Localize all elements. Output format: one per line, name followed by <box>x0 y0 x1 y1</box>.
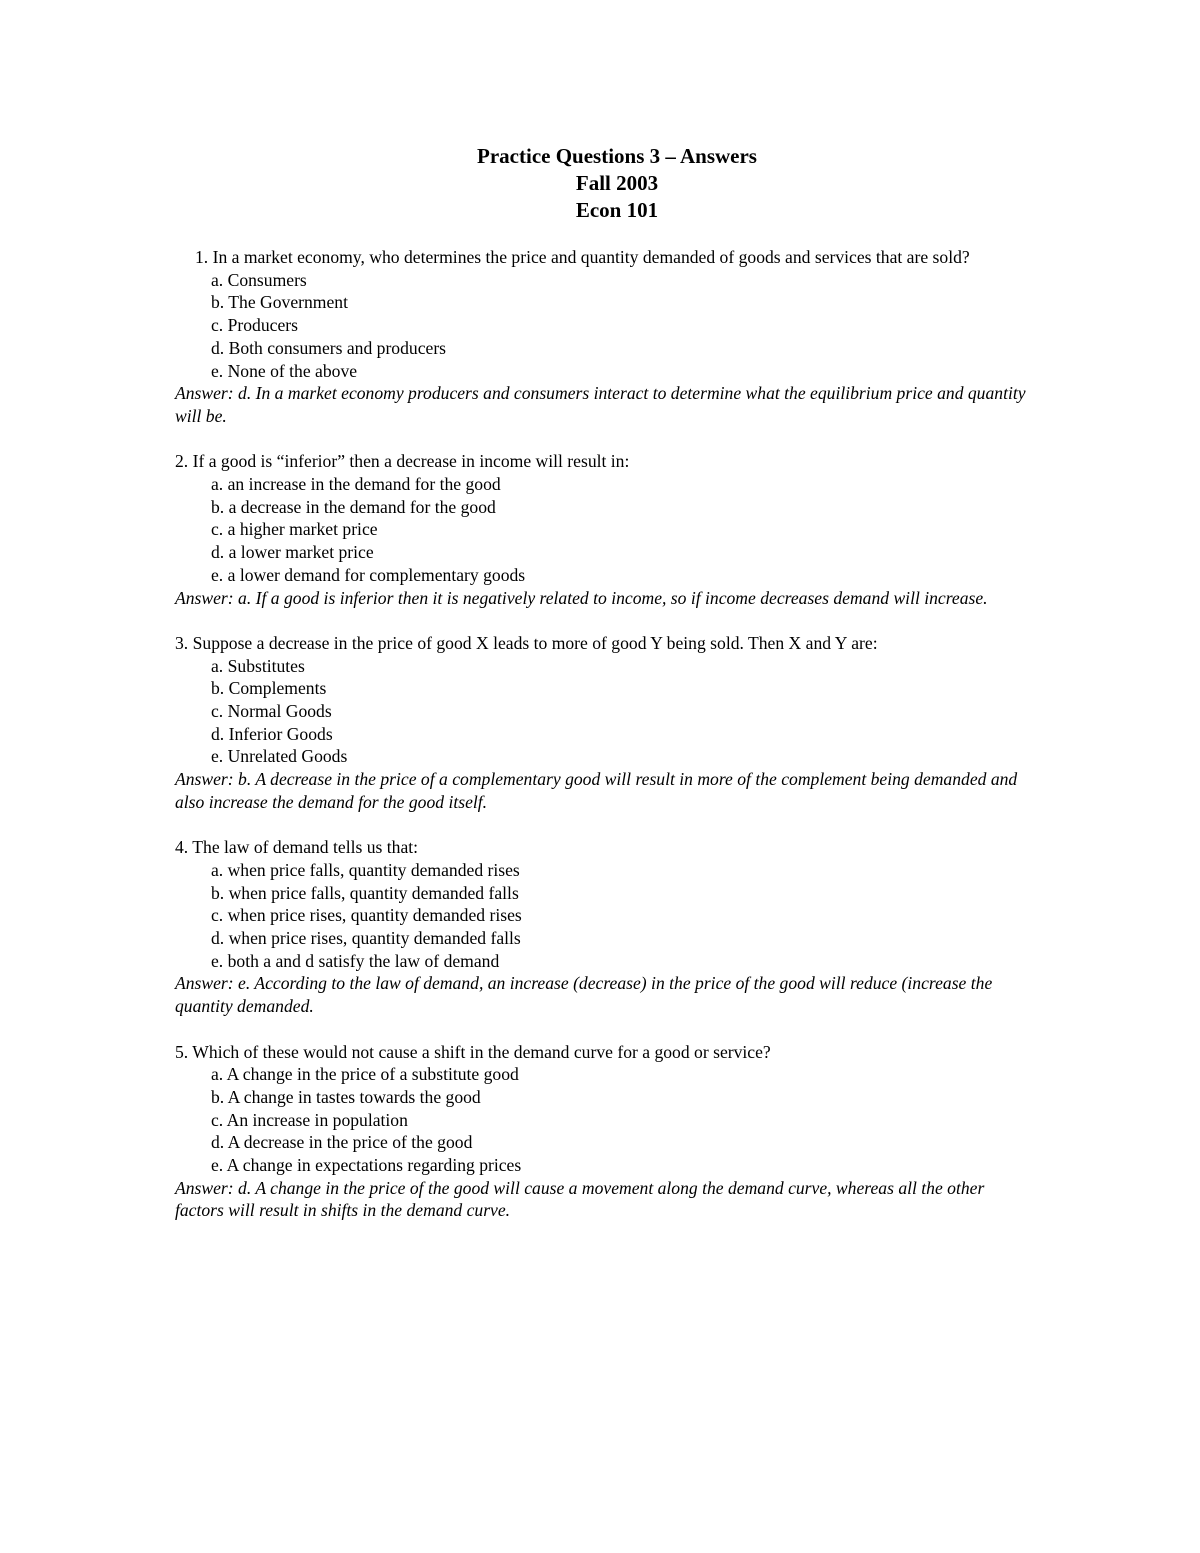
question-5 <box>175 1041 1035 1223</box>
answer-text: Answer: b. A decrease in the price of a complementary good will result in more of the complement being demanded and also increase the demand for the good itself. <box>175 769 1018 812</box>
option-a: a. when price falls, quantity demanded rises <box>211 859 520 880</box>
option-list <box>175 859 1035 973</box>
question-4 <box>175 836 1035 1018</box>
question-number: 5. <box>175 1041 189 1062</box>
option-c: c. a higher market price <box>211 519 378 540</box>
option-c: c. Normal Goods <box>211 701 332 722</box>
option-e: e. a lower demand for complementary goods <box>211 564 526 585</box>
document-course: Econ 101 <box>575 198 659 222</box>
option-c: c. An increase in population <box>211 1109 408 1130</box>
question-text: If a good is “inferior” then a decrease in income will result in: <box>192 451 630 472</box>
question-stem <box>175 836 1035 859</box>
question-3 <box>175 632 1035 814</box>
question-number: 1. <box>195 247 209 267</box>
option-b: b. A change in tastes towards the good <box>211 1086 481 1107</box>
document-term: Fall 2003 <box>575 171 659 195</box>
option-d: d. A decrease in the price of the good <box>211 1132 473 1153</box>
answer-text: Answer: d. A change in the price of the good will cause a movement along the demand curve, whereas all the other factors will result in shifts in the demand curve. <box>175 1177 985 1221</box>
answer-text: Answer: a. If a good is inferior then it is negatively related to income, so if income decreases demand will increase. <box>175 587 988 608</box>
question-stem <box>175 246 1035 269</box>
question-text: In a market economy, who determines the price and quantity demanded of goods and services that are sold? <box>212 247 970 267</box>
document-title: Practice Questions 3 – Answers <box>477 144 757 168</box>
option-d: d. Inferior Goods <box>211 723 333 744</box>
option-b: b. Complements <box>211 678 327 699</box>
question-number: 2. <box>175 451 189 472</box>
option-e: e. A change in expectations regarding prices <box>211 1155 522 1176</box>
option-list <box>175 655 1035 769</box>
option-list <box>175 1063 1035 1177</box>
option-d: d. a lower market price <box>211 542 374 563</box>
option-d: d. when price rises, quantity demanded falls <box>211 928 521 949</box>
question-stem <box>175 450 1035 473</box>
option-b: b. when price falls, quantity demanded falls <box>211 882 519 903</box>
question-list <box>175 246 1035 1245</box>
question-stem <box>175 632 1035 655</box>
question-1 <box>175 246 1035 428</box>
option-c: c. when price rises, quantity demanded rises <box>211 905 522 926</box>
option-a: a. an increase in the demand for the good <box>211 474 501 495</box>
question-number: 3. <box>175 632 189 653</box>
question-text: The law of demand tells us that: <box>192 837 419 858</box>
answer-text: Answer: d. In a market economy producers and consumers interact to determine what the equilibrium price and quantity will be. <box>175 383 1026 426</box>
option-list <box>175 473 1035 587</box>
question-2 <box>175 450 1035 609</box>
option-b: b. a decrease in the demand for the good <box>211 496 496 517</box>
option-e: e. Unrelated Goods <box>211 746 348 767</box>
question-text: Which of these would not cause a shift in the demand curve for a good or service? <box>192 1041 771 1062</box>
answer-text: Answer: e. According to the law of demand, an increase (decrease) in the price of the good will reduce (increase the quantity demanded. <box>175 973 993 1017</box>
question-stem <box>175 1041 1035 1064</box>
option-b: b. The Government <box>211 292 348 313</box>
question-text: Suppose a decrease in the price of good X leads to more of good Y being sold. Then X and Y are: <box>192 632 878 653</box>
option-a: a. Substitutes <box>211 655 305 676</box>
option-list <box>175 269 1035 383</box>
option-a: a. A change in the price of a substitute good <box>211 1064 519 1085</box>
title-block <box>0 143 1200 224</box>
option-e: e. None of the above <box>211 360 358 381</box>
option-e: e. both a and d satisfy the law of demand <box>211 950 500 971</box>
question-number: 4. <box>175 837 189 858</box>
option-c: c. Producers <box>211 315 298 336</box>
option-a: a. Consumers <box>211 269 307 290</box>
option-d: d. Both consumers and producers <box>211 337 447 358</box>
